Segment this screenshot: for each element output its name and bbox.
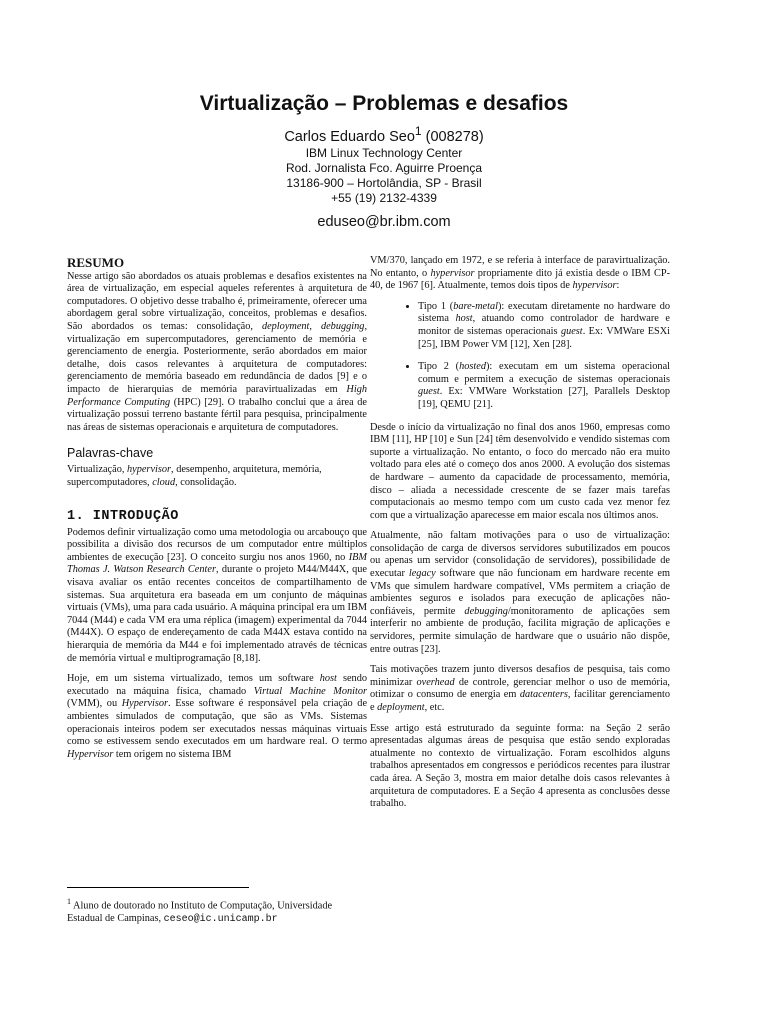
right-column xyxy=(370,255,670,819)
body-paragraph: Tais motivações trazem junto diversos desafios de pesquisa, tais como minimizar overhead de controle, gerenciar melhor o uso de memória, otimizar o consumo de energia em datacenters, facilitar gerenciamento e deployment, etc. xyxy=(370,664,670,713)
section-heading-introduction: 1. INTRODUÇÃO xyxy=(67,509,179,525)
footnote xyxy=(67,895,367,926)
intro-paragraph-2: Hoje, em um sistema virtualizado, temos um software host sendo executado na máquina física, chamado Virtual Machine Monitor (VMM), ou Hypervisor. Esse software é responsável pela criação de ambientes simulados de computação, que são as VMs. Sistemas operacionais inteiros podem ser executados nessas máquinas virtuais como se estivessem sendo executados em um hardware real. O termo Hypervisor tem origem no sistema IBM xyxy=(67,673,368,760)
list-item: • Tipo 2 (hosted): executam em um sistema operacional comum e permitem a execução de sistemas operacionais guest. Ex: VMWare Workstation [27], Parallels Desktop [19], QEMU [21]. xyxy=(418,361,670,411)
affiliation-line: Rod. Jornalista Fco. Aguirre Proença xyxy=(285,160,483,175)
body-paragraph: Atualmente, não faltam motivações para o uso de virtualização: consolidação de carga de diversos servidores subutilizados em poucos ou apenas um servidor (consolidação de servidores), possibilidade de executar legacy software que não funcionam em hardware recente em VMs que simulem hardware compatível, VMs permitem a criação de ambientes seguros e isolados para execução de aplicações não-confiáveis, permite debugging/monitoramento de aplicações sem interferir no ambiente de produção, facilita migração de aplicações e servidores, permite simulação de hardware que o usuário não dispõe, entre outras [23]. xyxy=(370,530,670,655)
affiliation-line: 13186-900 – Hortolândia, SP - Brasil xyxy=(286,175,482,190)
footnote-divider xyxy=(67,887,249,888)
keywords-heading: Palavras-chave xyxy=(67,446,154,461)
paper-title: Virtualização – Problemas e desafios xyxy=(199,92,569,115)
hypervisor-types-list xyxy=(370,301,670,412)
body-paragraph: Esse artigo está estruturado da seguinte forma: na Seção 2 serão apresentadas algumas áreas de pesquisa que estão sendo exploradas atualmente no contexto de virtualização. Foram escolhidos alguns trabalhos apresentados em congressos e periódicos recentes para ilustrar cada área. A Seção 3, mostra em maior detalhe dois casos relevantes à arquitetura de computadores. E a Seção 4 apresenta as conclusões desse trabalho. xyxy=(370,722,670,810)
body-paragraph: Desde o início da virtualização no final dos anos 1960, empresas como IBM [11], HP [10] e Sun [24] têm desenvolvido e vendido sistemas com suporte a virtualização. No entanto, o foco do mercado não era muito voltado para eles até o começo dos anos 2000. A evolução dos sistemas de hardware – aumento da capacidade de processamento, memória, disco – aliada a necessidade crescente de se fazer mais tarefas computacionais ao mesmo tempo com um custo cada vez menor fez com que a virtualização aparecesse em maior escala nos últimos anos. xyxy=(370,421,670,521)
body-paragraph: VM/370, lançado em 1972, e se referia à interface de paravirtualização. No entanto, o hypervisor propriamente dito já existia desde o IBM CP-40, de 1967 [6]. Atualmente, temos dois tipos de hypervisor: xyxy=(370,255,670,292)
abstract-heading: RESUMO xyxy=(67,255,125,270)
author-name: Carlos Eduardo Seo xyxy=(284,128,415,145)
left-column xyxy=(67,253,367,769)
author-line xyxy=(0,122,768,146)
footnote-email: ceseo@ic.unicamp.br xyxy=(163,914,278,926)
paper-header xyxy=(0,92,768,230)
affiliation-line: +55 (19) 2132-4339 xyxy=(331,190,437,205)
intro-paragraph-1: Podemos definir virtualização como uma metodologia ou arcabouço que possibilita a divisão dos recursos de um computador entre múltiplos ambientes de execução [23]. O conceito surgiu nos anos 1960, no IBM Thomas J. Watson Research Center, durante o projeto M44/M44X, que visava avaliar os então recentes conceitos de compartilhamento de sistemas. Sua arquitetura era baseada em um conjunto de máquinas virtuais (VMs), uma para cada usuário. A máquina principal era um IBM 7044 (M44) e cada VM era uma réplica (imagem) experimental da 7044 (M44X). O espaço de endereçamento de cada M44X estava contido na hierarquia de memória da M44 e foi implementado através de técnicas de memória virtual e multiprogramação [8,18]. xyxy=(67,526,367,664)
footnote-text: Aluno de doutorado no Instituto de Computação, Universidade Estadual de Campinas, xyxy=(67,900,333,925)
affiliation-line: IBM Linux Technology Center xyxy=(305,145,463,160)
abstract-paragraph: Nesse artigo são abordados os atuais problemas e desafios existentes na área de virtualização, em especial aqueles referentes à arquitetura de computadores. O objetivo desse trabalho é, primeiramente, oferecer uma abordagem geral sobre virtualização, conceitos, problemas e desafios. São abordados os temas: consolidação, deployment, debugging, virtualização em supercomputadores, gerenciamento de memória e gerenciamento de energia. Posteriormente, serão abordados em maior detalhe, dois casos relevantes à arquitetura de computadores: gerenciamento de memória baseado em redundância de dados [9] e o impacto de hierarquias de memória paravirtualizadas em High Performance Computing (HPC) [29]. O trabalho conclui que a área de virtualização possui terreno bastante fértil para pesquisa, principalmente nas áreas de sistemas operacionais e arquitetura de computadores. xyxy=(67,270,368,433)
author-id: (008278) xyxy=(421,128,484,145)
author-footnote-mark: 1 xyxy=(414,124,422,138)
list-item: • Tipo 1 (bare-metal): executam diretamente no hardware do sistema host, atuando como controlador de hardware e monitor de sistemas operacionais guest. Ex: VMWare ESXi [25], IBM Power VM [12], Xen [28]. xyxy=(418,301,670,351)
author-email: eduseo@br.ibm.com xyxy=(317,213,451,230)
keywords-paragraph: Virtualização, hypervisor, desempenho, arquitetura, memória, supercomputadores, cloud, consolidação. xyxy=(67,463,322,488)
footnote-mark: 1 xyxy=(67,897,71,906)
